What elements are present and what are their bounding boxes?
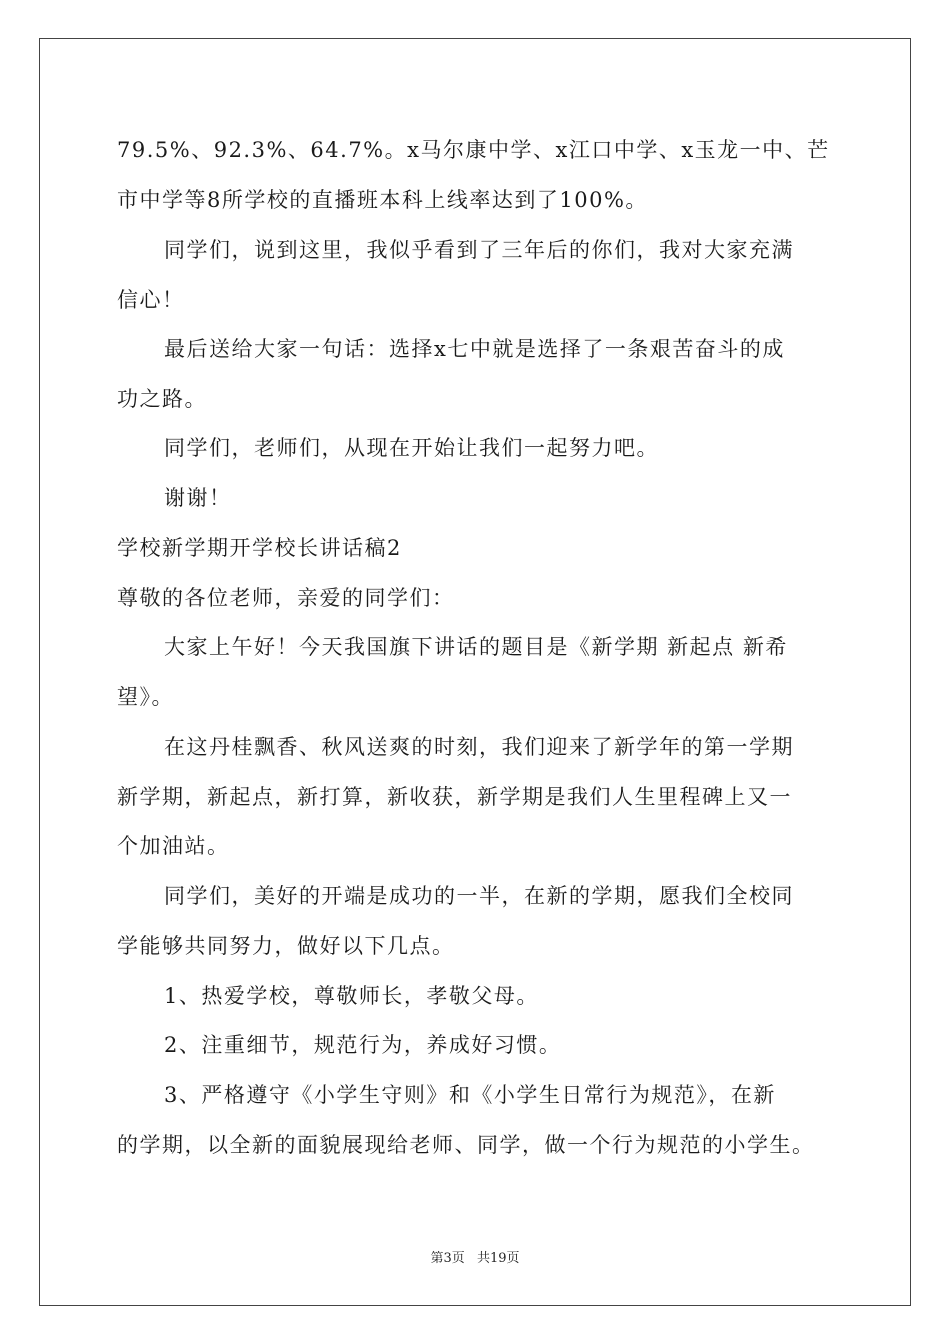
text-line: 同学们，美好的开端是成功的一半，在新的学期，愿我们全校同 (164, 884, 794, 908)
text-line: 在这丹桂飘香、秋风送爽的时刻，我们迎来了新学年的第一学期 (164, 735, 794, 759)
text-line: 市中学等8所学校的直播班本科上线率达到了100%。 (117, 188, 648, 212)
text-line: 最后送给大家一句话：选择x七中就是选择了一条艰苦奋斗的成 (164, 337, 785, 361)
salutation: 尊敬的各位老师，亲爱的同学们： (117, 586, 455, 610)
page-footer (0, 1247, 950, 1266)
page-number: 第3页 (430, 1251, 465, 1266)
section-heading: 学校新学期开学校长讲话稿2 (117, 536, 402, 560)
text-line: 大家上午好！今天我国旗下讲话的题目是《新学期 新起点 新希 (164, 635, 788, 659)
text-line: 的学期，以全新的面貌展现给老师、同学，做一个行为规范的小学生。 (117, 1133, 815, 1157)
list-item: 3、严格遵守《小学生守则》和《小学生日常行为规范》，在新 (164, 1083, 776, 1107)
text-line: 79.5%、92.3%、64.7%。x马尔康中学、x江口中学、x玉龙一中、芒 (117, 138, 830, 162)
text-line: 新学期，新起点，新打算，新收获，新学期是我们人生里程碑上又一 (117, 785, 792, 809)
text-line: 信心！ (117, 288, 185, 312)
text-line: 功之路。 (117, 387, 207, 411)
text-line: 学能够共同努力，做好以下几点。 (117, 934, 455, 958)
text-line: 个加油站。 (117, 834, 230, 858)
text-line: 谢谢！ (164, 486, 232, 510)
page-border (39, 38, 911, 1306)
text-line: 同学们，老师们，从现在开始让我们一起努力吧。 (164, 436, 659, 460)
list-item: 1、热爱学校，尊敬师长，孝敬父母。 (164, 984, 539, 1008)
page-total: 共19页 (476, 1251, 520, 1266)
text-line: 同学们，说到这里，我似乎看到了三年后的你们，我对大家充满 (164, 238, 794, 262)
list-item: 2、注重细节，规范行为，养成好习惯。 (164, 1033, 562, 1057)
text-line: 望》。 (117, 685, 174, 709)
